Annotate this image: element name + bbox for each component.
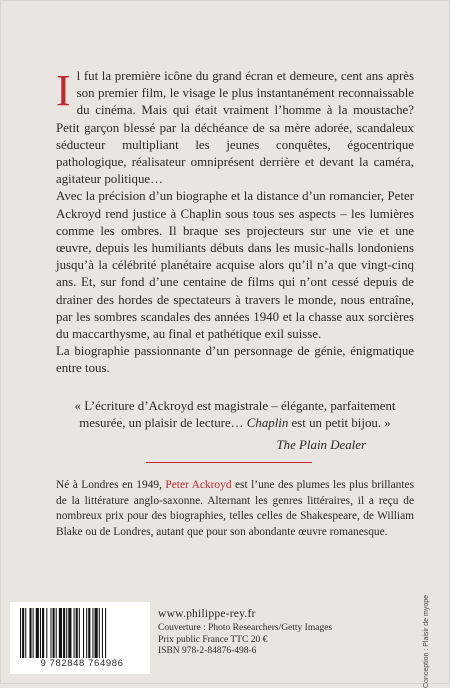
barcode-bar xyxy=(53,608,55,658)
barcode-bar xyxy=(46,608,47,658)
barcode-bar xyxy=(105,608,106,658)
barcode-bar xyxy=(33,608,34,658)
barcode-bar xyxy=(79,608,80,658)
blurb-text-1: l fut la première icône du grand écran et demeure, cent ans après son premier film, le visage le plus instantanément reconnaissable du cinéma. Mais qui était vraiment l’homme à la moustache? Petit garçon blessé par la déchéance de sa mère adorée, scandaleux séducteur multipliant les jeunes conquêtes, égocentrique pathologique, réalisateur omniprésent derrière et devant la caméra, agitateur politique… xyxy=(56,69,414,187)
credit-price: Prix public France TTC 20 € xyxy=(158,634,268,645)
publisher-credits xyxy=(158,608,388,658)
publisher-website: www.philippe-rey.fr xyxy=(158,607,256,620)
barcode-bar xyxy=(95,608,98,658)
barcode-bar xyxy=(36,608,39,658)
barcode-bar xyxy=(29,608,31,658)
barcode-bar xyxy=(66,608,67,658)
barcode-bar xyxy=(92,608,93,658)
barcode-digits: 9 782848 764986 xyxy=(40,658,124,669)
barcode-bar xyxy=(42,608,44,658)
bio-intro: Né à Londres en 1949, xyxy=(56,479,166,491)
barcode-bar xyxy=(99,608,100,658)
quote-part-2: est un petit bijou. » xyxy=(288,416,391,431)
design-credit: Conception : Plaisir de myope xyxy=(423,595,430,688)
barcode-bar xyxy=(63,608,65,658)
barcode-bar xyxy=(68,608,71,658)
barcode-bars xyxy=(18,608,142,658)
barcode-bar xyxy=(50,608,51,658)
blurb-paragraph-1 xyxy=(56,68,414,188)
press-quote xyxy=(56,398,414,455)
bio-text: est l’une des plumes les plus brillantes de la littérature anglo-saxonne. Alternant les genres littéraires, il a reçu de nombreux prix pour des biographies, telles celles de Shakespeare, de William Blake ou de Londres, autant que pour son abondante œuvre romanesque. xyxy=(56,479,414,538)
barcode-bar xyxy=(20,608,21,658)
barcode-bar xyxy=(76,608,78,658)
barcode-bar xyxy=(88,608,90,658)
barcode-bar xyxy=(25,608,26,658)
quote-text xyxy=(56,398,414,432)
blurb-paragraph-3: La biographie passionnante d’un personnage de génie, énigmatique entre tous. xyxy=(56,344,414,376)
barcode-bar xyxy=(86,608,87,658)
credit-cover-photo: Couverture : Photo Researchers/Getty Images xyxy=(158,623,333,634)
author-bio xyxy=(56,478,414,540)
credit-isbn: ISBN 978-2-84876-498-6 xyxy=(158,646,257,657)
quote-source: The Plain Dealer xyxy=(276,438,366,453)
drop-cap: I xyxy=(56,66,71,115)
barcode-bar xyxy=(56,608,57,658)
quote-title-italic: Chaplin xyxy=(246,416,289,431)
barcode xyxy=(10,602,150,674)
author-name: Peter Ackroyd xyxy=(165,479,232,491)
barcode-bar xyxy=(74,608,75,658)
barcode-bar xyxy=(59,608,62,658)
back-cover-blurb xyxy=(56,68,414,378)
blurb-paragraph-2: Avec la précision d’un biographe et la distance d’un romancier, Peter Ackroyd rend justice à Chaplin sous tous ses aspects – les lumières comme les ombres. Il braque ses projecteurs sur une vie et une œuvre, depuis les humiliants débuts dans les music-halls londoniens jusqu’à la célébrité planétaire acquise alors qu’il n’a que vingt-cinq ans. Et, sur fond d’une centaine de films qui n’ont cessé depuis de drainer des hordes de spectateurs à travers le monde, nous entraîne, par les sombres scandales des années 1940 et la chasse aux sorcières du maccarthysme, au final et pathétique exil suisse. xyxy=(56,189,414,342)
barcode-bar xyxy=(83,608,84,658)
red-divider xyxy=(146,462,312,463)
barcode-bar xyxy=(40,608,41,658)
quote-part-1: « L’écriture d’Ackroyd est magistrale – élégante, parfaitement mesurée, un plaisir de lecture… xyxy=(74,399,396,431)
barcode-bar xyxy=(102,608,103,658)
barcode-bar xyxy=(22,608,24,658)
